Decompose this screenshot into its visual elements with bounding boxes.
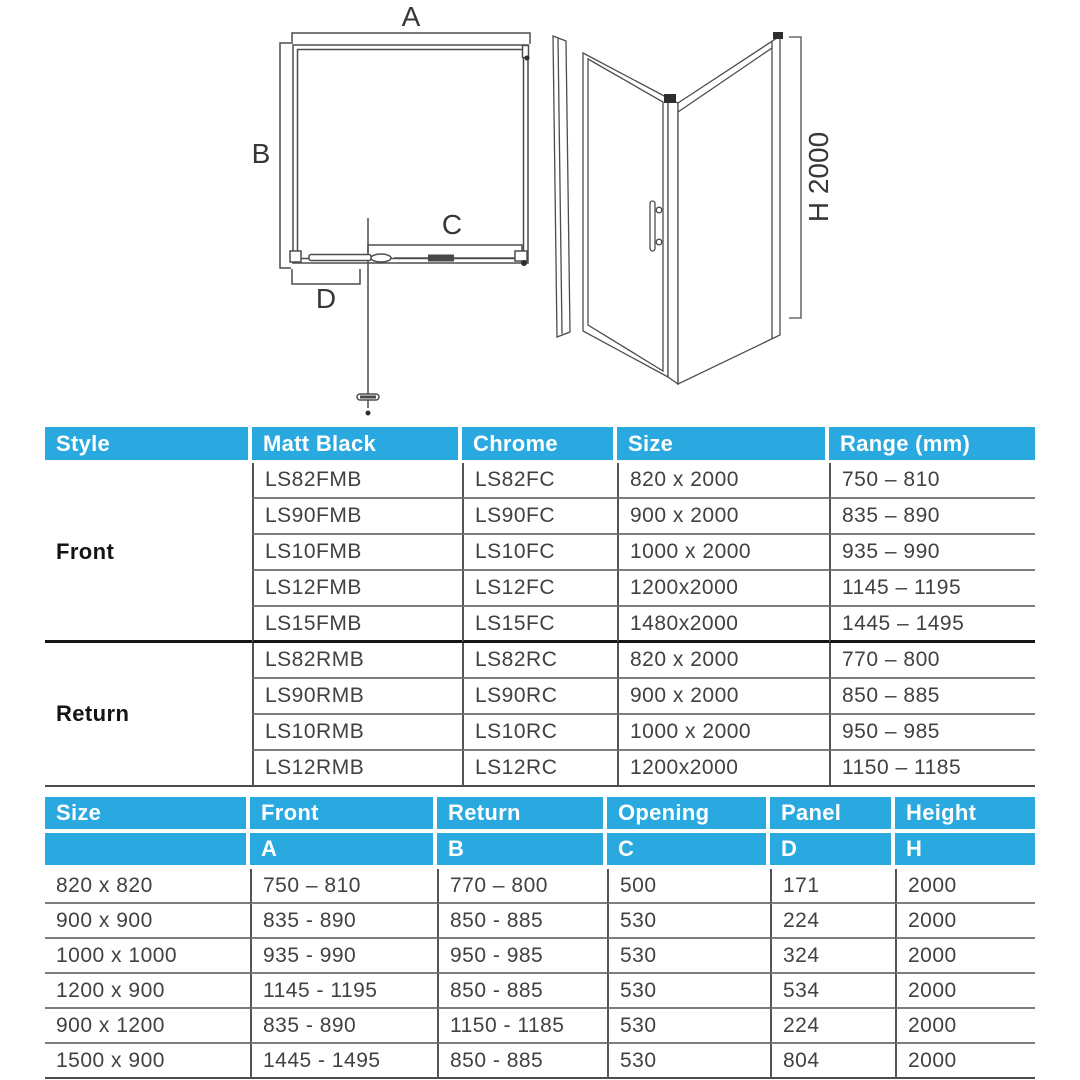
spec-cell: LS10FMB — [252, 535, 462, 571]
dim-cell: 171 — [770, 869, 895, 904]
dim-cell: 835 - 890 — [250, 904, 437, 939]
corner-post — [668, 98, 678, 384]
dim-cell: 750 – 810 — [250, 869, 437, 904]
dim-cell: 224 — [770, 1009, 895, 1044]
dim-cell: 770 – 800 — [437, 869, 607, 904]
glass-outline-outer — [293, 45, 528, 263]
handle-end-fill — [360, 396, 376, 399]
spec-cell: LS15FC — [462, 607, 617, 643]
spec-cell: LS90RMB — [252, 679, 462, 715]
dim-subheader-5: H — [895, 833, 1035, 869]
dim-cell: 1150 - 1185 — [437, 1009, 607, 1044]
dim-subheader-2: B — [437, 833, 607, 869]
spec-cell: 820 x 2000 — [617, 463, 829, 499]
dim-cell: 835 - 890 — [250, 1009, 437, 1044]
spec-cell: 770 – 800 — [829, 643, 1035, 679]
spec-cell: LS10RC — [462, 715, 617, 751]
spec-cell: 900 x 2000 — [617, 499, 829, 535]
dim-cell: 900 x 1200 — [45, 1009, 250, 1044]
wall-profile-left — [290, 251, 301, 262]
spec-cell: LS12RC — [462, 751, 617, 787]
dim-cell: 820 x 820 — [45, 869, 250, 904]
spec-header-1: Matt Black — [252, 427, 462, 463]
spec-cell: LS82FC — [462, 463, 617, 499]
spec-cell: LS12FC — [462, 571, 617, 607]
spec-cell: 1150 – 1185 — [829, 751, 1035, 787]
dim-cell: 530 — [607, 1044, 770, 1079]
dim-cell: 324 — [770, 939, 895, 974]
spec-header-2: Chrome — [462, 427, 617, 463]
spec-cell: 820 x 2000 — [617, 643, 829, 679]
spec-cell: LS90FC — [462, 499, 617, 535]
perspective-view — [553, 32, 801, 384]
dimensions-table — [45, 797, 1035, 1079]
corner-cap-right — [773, 32, 783, 39]
dim-subheader-4: D — [770, 833, 895, 869]
spec-cell: LS10FC — [462, 535, 617, 571]
dim-a-label: A — [401, 1, 421, 32]
dim-b-line — [280, 43, 291, 268]
spec-cell: LS90FMB — [252, 499, 462, 535]
dim-cell: 1145 - 1195 — [250, 974, 437, 1009]
dim-cell: 2000 — [895, 974, 1035, 1009]
dim-c-line — [368, 245, 522, 253]
door-handle — [650, 201, 655, 251]
dim-cell: 530 — [607, 1009, 770, 1044]
spec-cell: 1200x2000 — [617, 571, 829, 607]
handle-fixing-top — [656, 207, 662, 213]
spec-header-4: Range (mm) — [829, 427, 1035, 463]
spec-cell: LS82RMB — [252, 643, 462, 679]
spec-header-0: Style — [45, 427, 252, 463]
technical-drawing — [0, 0, 1080, 420]
spec-cell: LS90RC — [462, 679, 617, 715]
spec-cell: 900 x 2000 — [617, 679, 829, 715]
dim-cell: 804 — [770, 1044, 895, 1079]
spec-cell: 1445 – 1495 — [829, 607, 1035, 643]
dim-header-2: Return — [437, 797, 607, 833]
spec-style-front: Front — [45, 463, 252, 643]
spec-cell: 950 – 985 — [829, 715, 1035, 751]
height-dim-label: H 2000 — [803, 131, 834, 223]
dim-cell: 530 — [607, 939, 770, 974]
spec-cell: 835 – 890 — [829, 499, 1035, 535]
dim-cell: 224 — [770, 904, 895, 939]
dim-cell: 850 - 885 — [437, 904, 607, 939]
dim-cell: 935 - 990 — [250, 939, 437, 974]
dim-c-label: C — [441, 209, 463, 240]
dim-header-4: Panel — [770, 797, 895, 833]
spec-cell: 935 – 990 — [829, 535, 1035, 571]
corner-dot-top-right — [525, 56, 530, 61]
spec-style-return: Return — [45, 643, 252, 787]
dim-cell: 900 x 900 — [45, 904, 250, 939]
dim-cell: 1500 x 900 — [45, 1044, 250, 1079]
height-dim-line — [789, 37, 801, 318]
return-panel — [678, 36, 780, 384]
spec-cell: LS82RC — [462, 643, 617, 679]
dim-d-line — [292, 269, 360, 284]
dim-subheader-0 — [45, 833, 250, 869]
dim-cell: 2000 — [895, 1044, 1035, 1079]
spec-cell: 750 – 810 — [829, 463, 1035, 499]
spec-header-3: Size — [617, 427, 829, 463]
dim-cell: 2000 — [895, 1009, 1035, 1044]
spec-cell: LS15FMB — [252, 607, 462, 643]
dim-cell: 950 - 985 — [437, 939, 607, 974]
dim-cell: 530 — [607, 904, 770, 939]
spec-cell: 1145 – 1195 — [829, 571, 1035, 607]
handle-fixing-bottom — [656, 239, 662, 245]
corner-cap-post — [664, 94, 676, 103]
pivot-line-end-dot — [366, 411, 371, 416]
corner-profile-right — [515, 251, 527, 261]
spec-cell: LS82FMB — [252, 463, 462, 499]
dim-subheader-3: C — [607, 833, 770, 869]
dim-cell: 1445 - 1495 — [250, 1044, 437, 1079]
spec-cell: 1200x2000 — [617, 751, 829, 787]
dim-d-label: D — [315, 283, 337, 314]
dim-header-1: Front — [250, 797, 437, 833]
corner-dot-bottom-right — [521, 260, 527, 266]
pivot-hinge — [371, 254, 391, 262]
fixed-panel-bar — [309, 255, 371, 261]
dim-header-3: Opening — [607, 797, 770, 833]
hinge-plate — [428, 255, 454, 262]
spec-cell: 1000 x 2000 — [617, 715, 829, 751]
dim-cell: 2000 — [895, 869, 1035, 904]
dim-cell: 1000 x 1000 — [45, 939, 250, 974]
spec-cell: LS10RMB — [252, 715, 462, 751]
spec-cell: LS12RMB — [252, 751, 462, 787]
spec-cell: 850 – 885 — [829, 679, 1035, 715]
dim-cell: 534 — [770, 974, 895, 1009]
dim-header-0: Size — [45, 797, 250, 833]
glass-outline-inner — [298, 50, 524, 259]
dim-cell: 530 — [607, 974, 770, 1009]
dim-cell: 2000 — [895, 939, 1035, 974]
dim-cell: 2000 — [895, 904, 1035, 939]
plan-view — [280, 33, 530, 416]
dim-cell: 850 - 885 — [437, 974, 607, 1009]
dim-cell: 500 — [607, 869, 770, 904]
dim-header-5: Height — [895, 797, 1035, 833]
spec-cell: LS12FMB — [252, 571, 462, 607]
dim-cell: 850 - 885 — [437, 1044, 607, 1079]
dim-subheader-1: A — [250, 833, 437, 869]
spec-cell: 1000 x 2000 — [617, 535, 829, 571]
product-codes-table — [45, 427, 1035, 787]
dim-cell: 1200 x 900 — [45, 974, 250, 1009]
spec-cell: 1480x2000 — [617, 607, 829, 643]
dim-b-label: B — [251, 138, 271, 169]
dim-a-line — [292, 33, 530, 44]
